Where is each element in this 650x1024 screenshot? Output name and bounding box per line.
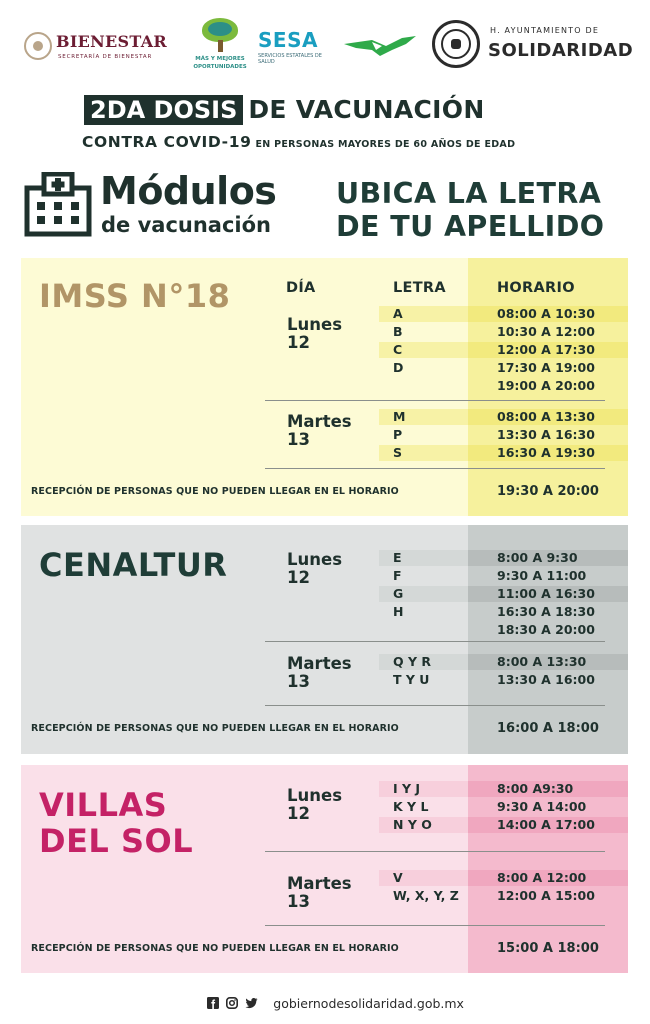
subtitle — [82, 132, 515, 151]
ayto-line2: SOLIDARIDAD — [488, 40, 634, 61]
bienestar-subtitle: SECRETARÍA DE BIENESTAR — [58, 54, 153, 60]
modulos-subtitle: de vacunación — [101, 213, 271, 237]
section-name: IMSS N°18 — [39, 277, 231, 315]
schedule-row — [379, 445, 628, 461]
row-horario: 12:00 A 17:30 — [497, 342, 595, 357]
row-letra: V — [393, 870, 403, 885]
schedule-row — [379, 654, 628, 670]
row-horario: 10:30 A 12:00 — [497, 324, 595, 339]
title-rest: DE VACUNACIÓN — [248, 95, 485, 124]
row-horario: 16:30 A 19:30 — [497, 445, 595, 460]
recepcion-label: RECEPCIÓN DE PERSONAS QUE NO PUEDEN LLEGAR EN EL HORARIO — [31, 486, 399, 497]
day-name: Lunes — [287, 315, 343, 334]
row-horario: 8:00 A9:30 — [497, 781, 574, 796]
section-name-line1: VILLAS — [39, 786, 168, 824]
schedule-row — [379, 799, 628, 815]
solidaridad-logo — [432, 20, 634, 76]
title-dose-box: 2DA DOSIS — [84, 95, 243, 125]
row-horario: 19:00 A 20:00 — [497, 378, 595, 393]
day-label — [287, 875, 352, 911]
schedule-row — [379, 672, 628, 688]
row-horario: 9:30 A 11:00 — [497, 568, 587, 583]
section-cenaltur — [21, 525, 628, 754]
schedule-row — [379, 604, 628, 620]
divider — [265, 851, 605, 852]
subtitle-age: EN PERSONAS MAYORES DE 60 AÑOS DE EDAD — [255, 139, 516, 150]
day-label — [287, 413, 352, 449]
row-horario: 9:30 A 14:00 — [497, 799, 587, 814]
municipal-seal-icon — [432, 20, 480, 68]
row-letra: N Y O — [393, 817, 432, 832]
ubica-line1: UBICA LA LETRA — [336, 177, 602, 210]
ubica-heading — [336, 177, 604, 243]
section-imss — [21, 258, 628, 516]
mas-line2: OPORTUNIDADES — [193, 64, 247, 70]
hospital-building-icon — [24, 172, 92, 238]
schedule-row — [379, 360, 628, 376]
row-horario: 8:00 A 9:30 — [497, 550, 578, 565]
schedule-row — [379, 586, 628, 602]
schedule-row — [379, 324, 628, 340]
row-letra: B — [393, 324, 403, 339]
row-letra: I Y J — [393, 781, 421, 796]
row-letra: W, X, Y, Z — [393, 888, 459, 903]
row-horario: 12:00 A 15:00 — [497, 888, 595, 903]
subtitle-covid: CONTRA COVID-19 — [82, 133, 252, 151]
row-letra: F — [393, 568, 402, 583]
schedule-row — [379, 870, 628, 886]
day-name: Martes — [287, 412, 352, 431]
day-number: 12 — [287, 804, 310, 823]
row-horario: 08:00 A 13:30 — [497, 409, 595, 424]
day-number: 13 — [287, 672, 310, 691]
divider — [265, 925, 605, 926]
section-name: CENALTUR — [39, 546, 228, 584]
schedule-row — [379, 378, 628, 394]
divider — [265, 400, 605, 401]
mas-line1: MÁS Y MEJORES — [195, 56, 245, 62]
recepcion-horario: 16:00 A 18:00 — [497, 721, 599, 736]
row-letra: S — [393, 445, 403, 460]
day-name: Martes — [287, 654, 352, 673]
row-horario: 17:30 A 19:00 — [497, 360, 595, 375]
column-header-dia: DÍA — [286, 280, 316, 296]
day-number: 12 — [287, 568, 310, 587]
mas-oportunidades-logo — [190, 18, 250, 76]
main-title — [84, 95, 485, 125]
schedule-row — [379, 409, 628, 425]
row-letra: G — [393, 586, 404, 601]
schedule-row — [379, 342, 628, 358]
sesa-subtitle: SERVICIOS ESTATALES DE SALUD — [258, 53, 322, 65]
row-horario: 16:30 A 18:30 — [497, 604, 595, 619]
row-letra: D — [393, 360, 404, 375]
row-letra: C — [393, 342, 403, 357]
schedule-row — [379, 781, 628, 797]
day-name: Martes — [287, 874, 352, 893]
row-letra: M — [393, 409, 406, 424]
logo-bar — [22, 18, 634, 78]
sesa-name: SESA — [258, 28, 318, 52]
row-horario: 13:30 A 16:00 — [497, 672, 595, 687]
section-villas-del-sol — [21, 765, 628, 973]
footer-website-link[interactable]: gobiernodesolidaridad.gob.mx — [273, 996, 464, 1011]
row-horario: 8:00 A 12:00 — [497, 870, 587, 885]
recepcion-label: RECEPCIÓN DE PERSONAS QUE NO PUEDEN LLEGAR EN EL HORARIO — [31, 723, 399, 734]
row-letra: P — [393, 427, 403, 442]
row-letra: E — [393, 550, 402, 565]
quintana-roo-bird-icon — [342, 34, 418, 58]
schedule-row — [379, 817, 628, 833]
row-letra: T Y U — [393, 672, 430, 687]
row-letra: H — [393, 604, 404, 619]
row-letra: K Y L — [393, 799, 429, 814]
divider — [265, 705, 605, 706]
row-letra: Q Y R — [393, 654, 432, 669]
day-label — [287, 316, 342, 352]
row-horario: 11:00 A 16:30 — [497, 586, 595, 601]
day-number: 13 — [287, 892, 310, 911]
column-header-horario: HORARIO — [497, 280, 575, 296]
schedule-row — [379, 306, 628, 322]
recepcion-label: RECEPCIÓN DE PERSONAS QUE NO PUEDEN LLEGAR EN EL HORARIO — [31, 943, 399, 954]
ubica-line2: DE TU APELLIDO — [336, 210, 605, 243]
eagle-seal-icon — [24, 32, 52, 60]
bienestar-name: BIENESTAR — [56, 32, 168, 51]
recepcion-horario: 19:30 A 20:00 — [497, 484, 599, 499]
day-label — [287, 655, 352, 691]
instagram-icon[interactable] — [226, 994, 238, 1013]
divider — [265, 641, 605, 642]
tree-icon — [198, 18, 242, 54]
column-header-letra: LETRA — [393, 280, 446, 296]
row-horario: 18:30 A 20:00 — [497, 622, 595, 637]
row-letra: A — [393, 306, 403, 321]
schedule-row — [379, 550, 628, 566]
day-name: Lunes — [287, 550, 343, 569]
day-label — [287, 787, 342, 823]
sesa-logo — [258, 28, 340, 68]
day-label — [287, 551, 342, 587]
row-horario: 8:00 A 13:30 — [497, 654, 587, 669]
section-name — [39, 787, 193, 859]
schedule-row — [379, 427, 628, 443]
schedule-row — [379, 888, 628, 904]
recepcion-horario: 15:00 A 18:00 — [497, 941, 599, 956]
divider — [265, 468, 605, 469]
day-name: Lunes — [287, 786, 343, 805]
schedule-row — [379, 622, 628, 638]
row-horario: 13:30 A 16:30 — [497, 427, 595, 442]
bienestar-logo — [22, 30, 182, 66]
section-name-line2: DEL SOL — [39, 822, 194, 860]
twitter-icon[interactable] — [245, 994, 258, 1013]
facebook-icon[interactable] — [207, 994, 219, 1013]
footer — [207, 993, 464, 1009]
row-horario: 14:00 A 17:00 — [497, 817, 595, 832]
day-number: 12 — [287, 333, 310, 352]
ayto-line1: H. AYUNTAMIENTO DE — [490, 26, 600, 35]
day-number: 13 — [287, 430, 310, 449]
schedule-row — [379, 568, 628, 584]
modulos-title: Módulos — [100, 169, 277, 213]
row-horario: 08:00 A 10:30 — [497, 306, 595, 321]
